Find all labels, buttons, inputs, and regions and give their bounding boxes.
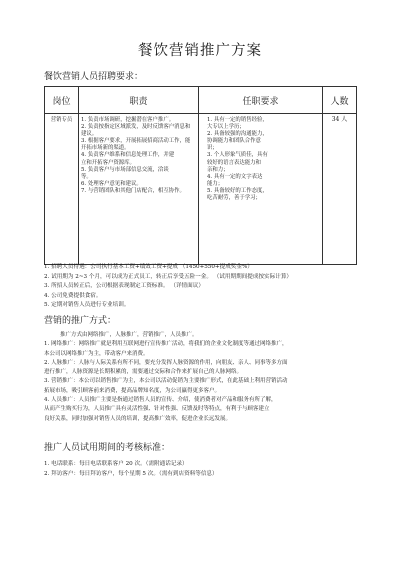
methods-line: 进行推广，人脉资源是长期积累的，需要通过交际和合作来扩展自己的人脉网络。	[44, 369, 243, 376]
duty-line: 2. 负责按指定区域派发，及时反馈客户消息和	[81, 124, 191, 131]
duty-line: 7. 与营销团队和其他门店配合，相互协作。	[81, 187, 185, 194]
requirement-line: 协调能力和团队合作意	[207, 138, 261, 145]
requirement-line: 1. 具有一定的销售经验，	[207, 117, 268, 123]
list-item: 2. 试用期为 2~3 个月，可以成为正式员工，转正后享受五险一金。 （试用期期间提成按实际计算）	[44, 273, 293, 280]
methods-text	[44, 331, 288, 424]
duty-line: 等。	[81, 173, 92, 180]
duty-line: 1. 负责市场调研，挖掘潜在客户推广。	[81, 117, 175, 123]
methods-line: 良好关系，同时加强对销售人员的培训，提高推广效率，促进企业长远发展。	[44, 415, 232, 422]
methods-intro: 推广方式由网络推广，人脉推广，营销推广，人员推广。	[60, 332, 198, 338]
duty-line: 4. 负责客户维系和信息处理工作，并建	[81, 152, 175, 159]
section-heading-recruitment: 餐饮营销人员招聘要求：	[44, 72, 144, 82]
methods-line: 2. 人脉推广：人脉与人际关系有所不同，要充分发挥人脉资源的作用，向朋友、亲人、同事等多方面	[44, 359, 288, 366]
duty-line: 5. 负责客户与市场部信息交流，洽谈	[81, 166, 169, 173]
list-item: 1. 电话联系：每日电话联系客户 20 次。（需附通话记录）	[44, 461, 188, 467]
requirement-line: 亲和力；	[207, 166, 229, 173]
recruitment-table	[44, 86, 357, 265]
methods-line: 3. 营销推广：本公司以销售推广为主，本公司以活动促销为主要推广形式，在此基础上利用营销活动	[44, 378, 288, 385]
table-header-count: 人数	[323, 87, 357, 114]
requirements-cell	[199, 114, 323, 265]
list-item: 5. 定期对销售人员进行专业培训。	[44, 302, 130, 308]
count-cell: 34 人	[323, 114, 357, 265]
requirement-line: 2. 具备较强的沟通能力，	[207, 131, 268, 138]
list-item: 3. 所招人员转正后，公司根据表现制定工资标准。 （详情面议）	[44, 283, 204, 289]
list-item: 4. 公司免费提供食宿。	[44, 292, 102, 299]
table-header-row	[45, 87, 357, 114]
duties-cell	[79, 114, 199, 265]
document-title: 餐饮营销推广方案	[138, 43, 262, 59]
duty-line: 6. 处理客户意见和建议。	[81, 180, 142, 187]
requirement-line: 5. 具备较好的工作态度，	[207, 187, 268, 194]
duty-line: 开拓市场新的渠道。	[81, 145, 130, 152]
assessment-list	[44, 460, 218, 479]
methods-line: 1. 网络推广：网络推广就是利用互联网进行宣传推广活动，将我们的企业文化制度等通过网络推广，	[44, 341, 288, 348]
requirement-line: 较好的语言表达能力和	[207, 159, 261, 166]
requirement-line: 大专以上学历；	[207, 124, 245, 131]
section-heading-assessment: 推广人员试用期间的考核标准：	[44, 443, 171, 453]
table-header-duties: 职责	[79, 87, 199, 114]
table-header-position: 岗位	[45, 87, 79, 114]
duty-line: 3. 根据客户要求，开展拓展招商活动工作，能	[81, 138, 191, 145]
table-header-requirements: 任职要求	[199, 87, 323, 114]
methods-line: 从而产生购买行为，人员推广具有灵活性强、针对性强、反馈及时等特点，有利于与顾客建立	[44, 406, 270, 413]
requirement-line: 识；	[207, 145, 218, 152]
position-cell: 营销专员	[45, 114, 79, 265]
requirements-list	[44, 263, 292, 311]
table-row	[45, 114, 357, 265]
methods-line: 拓展市场，吸引顾客前来消费，提高品牌知名度，为公司赢得更多客户。	[44, 387, 221, 394]
duty-line: 建议。	[81, 131, 98, 138]
requirement-line: 3. 个人形象气质佳，具有	[207, 152, 268, 159]
methods-line: 本公司以网络推广为主，带动客户来消费。	[44, 350, 149, 357]
requirement-line: 吃苦耐劳，善于学习；	[207, 195, 261, 202]
section-heading-methods: 营销的推广方式：	[44, 316, 117, 326]
requirement-line: 4. 具有一定的文字表达	[207, 173, 263, 180]
list-item: 1. 招聘人员待遇：公司执行基本工资+绩效工资+提成 （1450+550+提成奖金%）	[44, 264, 253, 270]
duty-line: 立和开拓客户资源库。	[81, 159, 135, 166]
methods-line: 4. 人员推广：人员推广主要是指通过销售人员的宣传、介绍，使消费者对产品和服务有所了解，	[44, 397, 277, 404]
list-item: 2. 拜访客户：每日拜访客户，每个星期 5 次。（需有到店资料等信息）	[44, 470, 218, 477]
requirement-line: 能力；	[207, 180, 224, 187]
